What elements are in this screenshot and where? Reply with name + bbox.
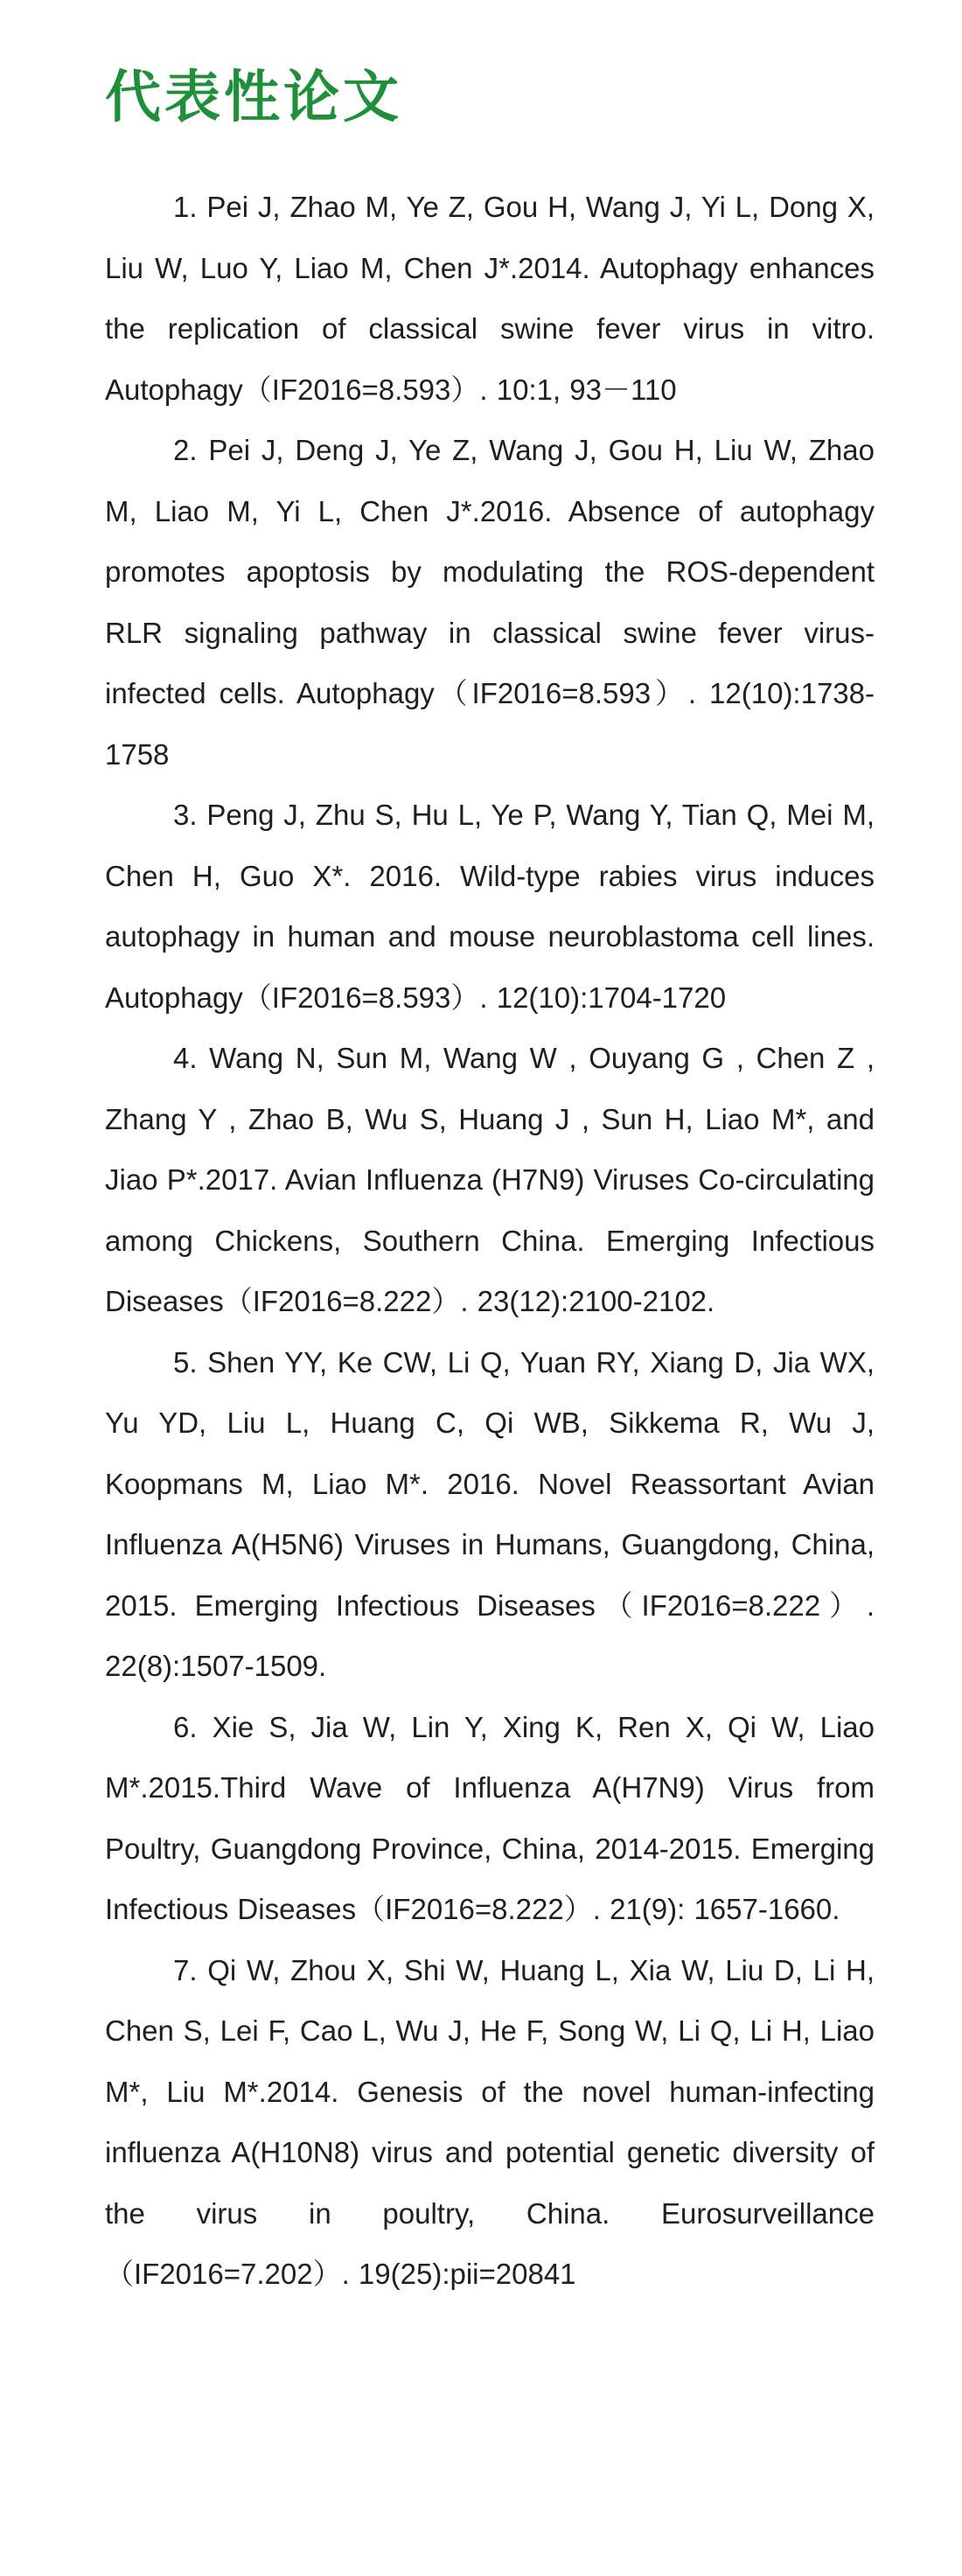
publication-item: 7. Qi W, Zhou X, Shi W, Huang L, Xia W, Liu D, Li H, Chen S, Lei F, Cao L, Wu J, He F, Song W, Li Q, Li H, Liao M*, Liu M*.2014. Genesis of the novel human-infecting influenza A(H10N8) virus and potential genetic diversity of the virus in poultry, China. Eurosurveillance（IF2016=7.202）. 19(25):pii=20841 [105, 1953, 875, 2290]
publication-list [105, 177, 875, 2305]
publication-item: 1. Pei J, Zhao M, Ye Z, Gou H, Wang J, Yi L, Dong X, Liu W, Luo Y, Liao M, Chen J*.2014. Autophagy enhances the replication of classical swine fever virus in vitro. Autophagy（IF2016=8.593）. 10:1, 93－110 [105, 191, 875, 406]
publication-item: 6. Xie S, Jia W, Lin Y, Xing K, Ren X, Qi W, Liao M*.2015.Third Wave of Influenza A(H7N9) Virus from Poultry, Guangdong Province, China, 2014-2015. Emerging Infectious Diseases（IF2016=8.222）. 21(9): 1657-1660. [105, 1710, 875, 1925]
publication-item: 2. Pei J, Deng J, Ye Z, Wang J, Gou H, Liu W, Zhao M, Liao M, Yi L, Chen J*.2016. Absence of autophagy promotes apoptosis by modulating the ROS-dependent RLR signaling pathway in classical swine fever virus-infected cells. Autophagy（IF2016=8.593）. 12(10):1738-1758 [105, 434, 875, 771]
page-title: 代表性论文 [105, 66, 402, 130]
publication-item: 4. Wang N, Sun M, Wang W , Ouyang G , Chen Z , Zhang Y , Zhao B, Wu S, Huang J , Sun H, Liao M*, and Jiao P*.2017. Avian Influenza (H7N9) Viruses Co-circulating among Chickens, Southern China. Emerging Infectious Diseases（IF2016=8.222）. 23(12):2100-2102. [105, 1042, 875, 1317]
publication-item: 5. Shen YY, Ke CW, Li Q, Yuan RY, Xiang D, Jia WX, Yu YD, Liu L, Huang C, Qi WB, Sikkema R, Wu J, Koopmans M, Liao M*. 2016. Novel Reassortant Avian Influenza A(H5N6) Viruses in Humans, Guangdong, China, 2015. Emerging Infectious Diseases（IF2016=8.222）. 22(8):1507-1509. [105, 1345, 875, 1682]
publication-item: 3. Peng J, Zhu S, Hu L, Ye P, Wang Y, Tian Q, Mei M, Chen H, Guo X*. 2016. Wild-type rabies virus induces autophagy in human and mouse neuroblastoma cell lines. Autophagy（IF2016=8.593）. 12(10):1704-1720 [105, 799, 875, 1014]
